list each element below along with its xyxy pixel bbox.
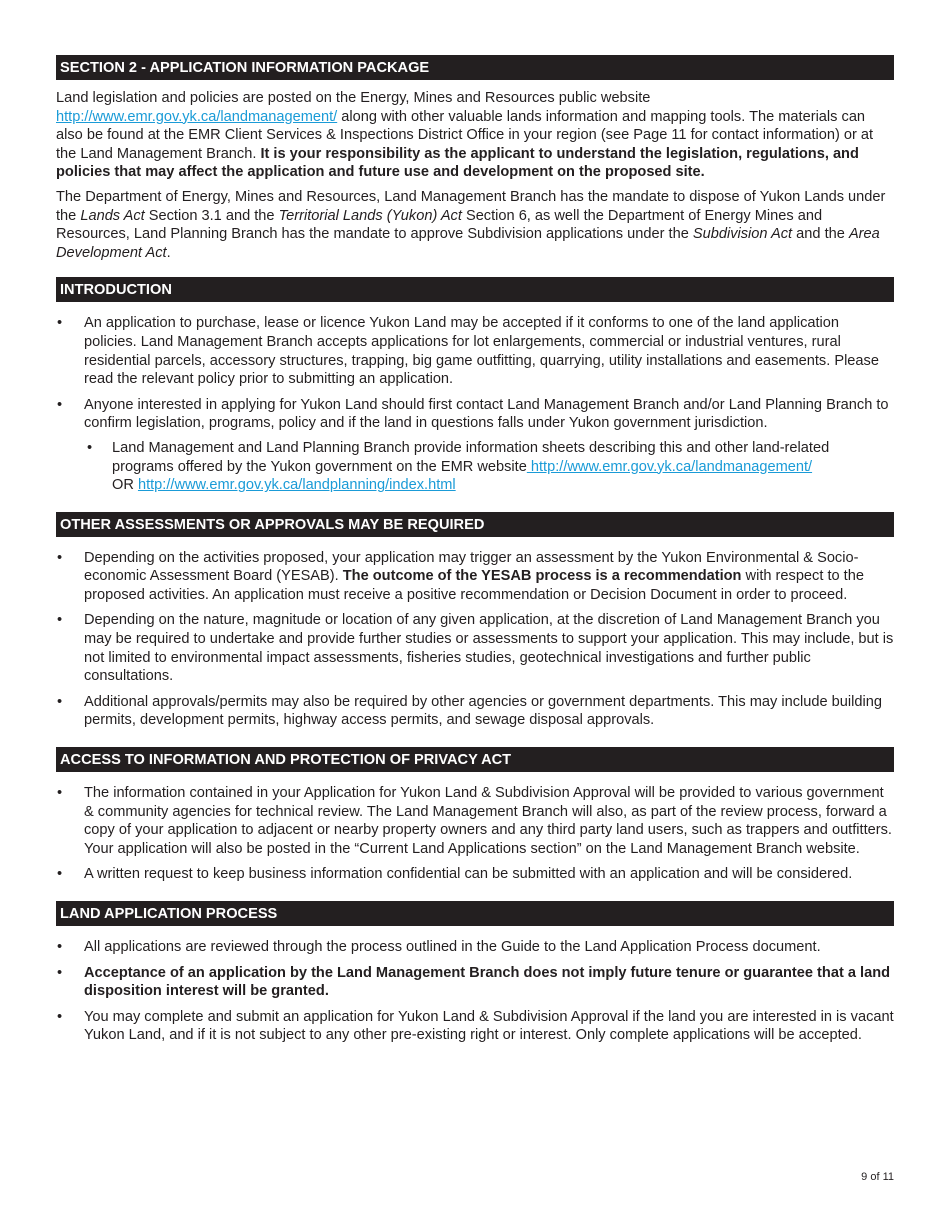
list-item: • All applications are reviewed through the process outlined in the Guide to the Land Application Process document.	[56, 938, 894, 957]
section-header-application-package: SECTION 2 - APPLICATION INFORMATION PACKAGE	[56, 55, 894, 80]
list-item: • A written request to keep business information confidential can be submitted with an application and will be considered.	[56, 865, 894, 884]
list-item: • Acceptance of an application by the Land Management Branch does not imply future tenure or guarantee that a land disposition interest will be granted.	[56, 964, 894, 1001]
emr-landmanagement-link-2[interactable]: http://www.emr.gov.yk.ca/landmanagement/	[526, 458, 813, 475]
section-header-land-application-process: LAND APPLICATION PROCESS	[56, 901, 894, 926]
list-item: • Depending on the activities proposed, your application may trigger an assessment by the Yukon Environmental & Socio-economic Assessment Board (YESAB). The outcome of the YESAB process is a recommendation with respect to the proposed activities. An application must receive a positive recommendation or Decision Document in order to proceed.	[56, 549, 894, 605]
process-list	[56, 938, 894, 1045]
page-number: 9 of 11	[861, 1171, 894, 1183]
list-item: • The information contained in your Application for Yukon Land & Subdivision Approval will be provided to various government & community agencies for technical review. The Land Management Branch will also, as part of the review process, forward a copy of your application to adjacent or nearby property owners and any third party land users, such as trappers and outfitters. Your application will also be posted in the “Current Land Applications section” on the Land Management Branch website.	[56, 784, 894, 858]
list-item: • Land Management and Land Planning Branch provide information sheets describing this and other land-related programs offered by the Yukon government on the EMR website http://www.emr.gov.yk.ca/landmanagement/ OR http://www.emr.gov.yk.ca/landplanning/index.html	[84, 439, 894, 495]
list-item: • Anyone interested in applying for Yukon Land should first contact Land Management Branch and/or Land Planning Branch to confirm legislation, programs, policy and if the land in questions falls under Yukon government jurisdiction. • Land Management and Land Planning Branch provide information sheets describing this and other land-related programs offered by the Yukon government on the EMR website http://www.emr.gov.yk.ca/landmanagement/ OR http://www.emr.gov.yk.ca/landplanning/index.html	[56, 396, 894, 495]
list-item: • Depending on the nature, magnitude or location of any given application, at the discretion of Land Management Branch you may be required to undertake and provide further studies or assessments to support your application. This may include, but is not limited to environmental impact assessments, fisheries studies, geotechnical investigations and further public consultations.	[56, 611, 894, 685]
section-header-introduction: INTRODUCTION	[56, 277, 894, 302]
document-page	[56, 55, 894, 1052]
section-header-atipp: ACCESS TO INFORMATION AND PROTECTION OF PRIVACY ACT	[56, 747, 894, 772]
emr-landmanagement-link[interactable]: http://www.emr.gov.yk.ca/landmanagement/	[56, 108, 338, 125]
paragraph-mandate: The Department of Energy, Mines and Resources, Land Management Branch has the mandate to dispose of Yukon Lands under the Lands Act Section 3.1 and the Territorial Lands (Yukon) Act Section 6, as well the Department of Energy Mines and Resources, Land Planning Branch has the mandate to approve Subdivision applications under the Subdivision Act and the Area Development Act.	[56, 188, 886, 261]
list-item: • You may complete and submit an application for Yukon Land & Subdivision Approval if the land you are interested in is vacant Yukon Land, and if it is not subject to any other pre-existing right or interest. Only complete applications will be accepted.	[56, 1008, 894, 1045]
list-item: • An application to purchase, lease or licence Yukon Land may be accepted if it conforms to one of the land application policies. Land Management Branch accepts applications for lot enlargements, commercial or industrial ventures, rural residential parcels, accessory structures, trapping, big game outfitting, quarrying, utility installations and easements. Please read the relevant policy prior to submitting an application.	[56, 314, 894, 388]
introduction-sublist	[84, 439, 894, 495]
section-header-other-assessments: OTHER ASSESSMENTS OR APPROVALS MAY BE REQUIRED	[56, 512, 894, 537]
emr-landplanning-link[interactable]: http://www.emr.gov.yk.ca/landplanning/index.html	[137, 477, 456, 494]
list-item: • Additional approvals/permits may also be required by other agencies or government departments. This may include building permits, development permits, highway access permits, and sewage disposal approvals.	[56, 693, 894, 730]
other-assessments-list	[56, 549, 894, 730]
atipp-list	[56, 784, 894, 884]
paragraph-legislation: Land legislation and policies are posted on the Energy, Mines and Resources public website http://www.emr.gov.yk.ca/landmanagement/ along with other valuable lands information and mapping tools. The materials can also be found at the EMR Client Services & Inspections District Office in your region (see Page 11 for contact information) or at the Land Management Branch. It is your responsibility as the applicant to understand the legislation, regulations, and policies that may affect the application and future use and development on the proposed site.	[56, 90, 874, 181]
introduction-list	[56, 314, 894, 494]
